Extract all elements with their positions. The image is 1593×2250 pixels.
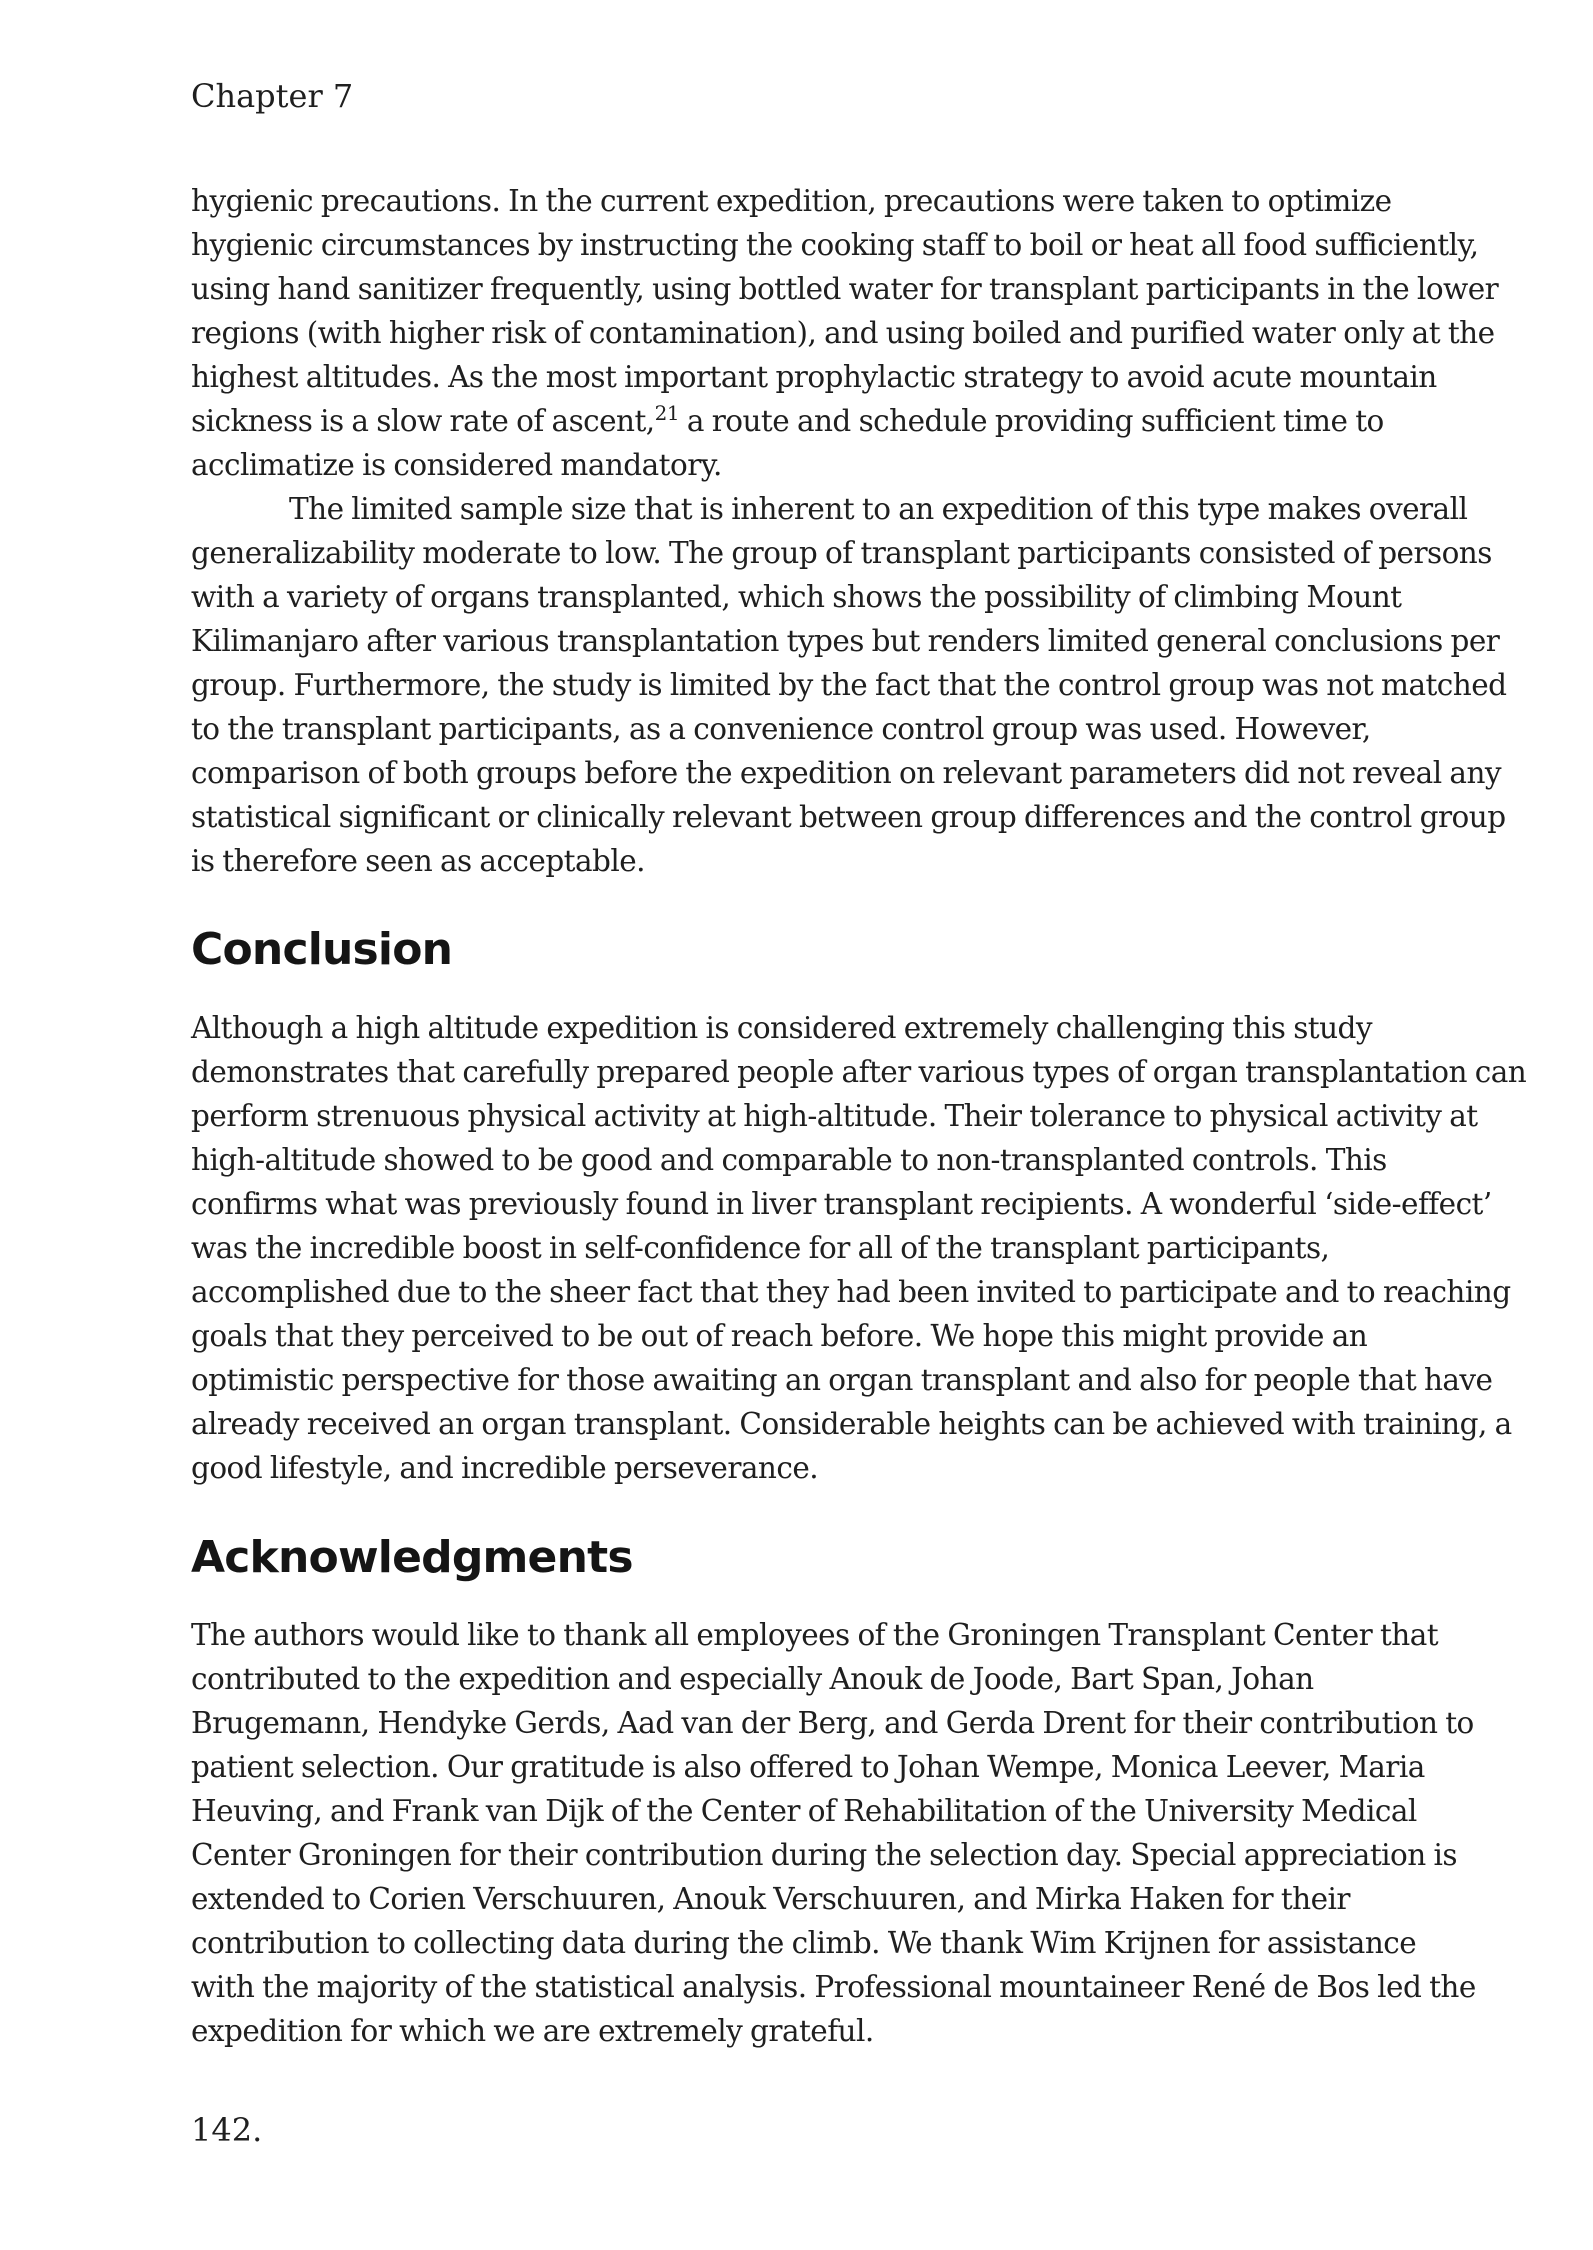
paragraph-line: is therefore seen as acceptable. [191,844,645,878]
paragraph-line: demonstrates that carefully prepared people after various types of organ transplantation can [191,1055,1527,1089]
paragraph-line: was the incredible boost in self-confidence for all of the transplant participants, [191,1231,1330,1265]
line-end: a route and schedule providing sufficient time to [686,404,1384,438]
citation-reference: 21 [654,401,679,425]
paragraph-line: high-altitude showed to be good and comparable to non-transplanted controls. This [191,1143,1387,1177]
line-start: sickness is a slow rate of ascent, [191,404,655,438]
paragraph-line: generalizability moderate to low. The group of transplant participants consisted of persons [191,536,1492,570]
paragraph-line: patient selection. Our gratitude is also offered to Johan Wempe, Monica Leever, Maria [191,1750,1425,1784]
paragraph-line: perform strenuous physical activity at high-altitude. Their tolerance to physical activity at [191,1099,1478,1133]
running-head: Chapter 7 [191,77,354,115]
paragraph-line: acclimatize is considered mandatory. [191,448,722,482]
paragraph-line: already received an organ transplant. Considerable heights can be achieved with training, a [191,1407,1512,1441]
paragraph-line: expedition for which we are extremely grateful. [191,2014,874,2048]
paragraph-line: hygienic circumstances by instructing the cooking staff to boil or heat all food sufficiently, [191,228,1479,262]
paragraph-line: statistical significant or clinically relevant between group differences and the control group [191,800,1506,834]
paragraph-line: confirms what was previously found in liver transplant recipients. A wonderful ‘side-effect’ [191,1187,1492,1221]
paragraph-line: The authors would like to thank all employees of the Groningen Transplant Center that [191,1618,1439,1652]
paragraph-line: goals that they perceived to be out of reach before. We hope this might provide an [191,1319,1368,1353]
paragraph-line: with the majority of the statistical analysis. Professional mountaineer René de Bos led the [191,1970,1476,2004]
paragraph-line: group. Furthermore, the study is limited by the fact that the control group was not matched [191,668,1507,702]
paragraph-line: using hand sanitizer frequently, using bottled water for transplant participants in the lower [191,272,1499,306]
paragraph-line: highest altitudes. As the most important prophylactic strategy to avoid acute mountain [191,360,1437,394]
acknowledgments-heading: Acknowledgments [191,1532,633,1583]
paragraph-line: to the transplant participants, as a convenience control group was used. However, [191,712,1371,746]
paragraph-line: Brugemann, Hendyke Gerds, Aad van der Berg, and Gerda Drent for their contribution to [191,1706,1474,1740]
paragraph-line: with a variety of organs transplanted, which shows the possibility of climbing Mount [191,580,1402,614]
paragraph-line: extended to Corien Verschuuren, Anouk Verschuuren, and Mirka Haken for their [191,1882,1350,1916]
paragraph-line: comparison of both groups before the expedition on relevant parameters did not reveal any [191,756,1502,790]
paragraph-line-with-citation [191,401,1384,441]
paragraph-line: good lifestyle, and incredible perseverance. [191,1451,819,1485]
conclusion-heading: Conclusion [191,924,453,975]
paragraph-line: The limited sample size that is inherent to an expedition of this type makes overall [289,492,1468,526]
paragraph-line: hygienic precautions. In the current expedition, precautions were taken to optimize [191,184,1392,218]
paragraph-line: Kilimanjaro after various transplantation types but renders limited general conclusions per [191,624,1500,658]
paragraph-line: regions (with higher risk of contamination), and using boiled and purified water only at the [191,316,1495,350]
paragraph-line: Heuving, and Frank van Dijk of the Center of Rehabilitation of the University Medical [191,1794,1417,1828]
paragraph-line: optimistic perspective for those awaiting an organ transplant and also for people that have [191,1363,1493,1397]
paragraph-line: contributed to the expedition and especially Anouk de Joode, Bart Span, Johan [191,1662,1314,1696]
paragraph-line: contribution to collecting data during the climb. We thank Wim Krijnen for assistance [191,1926,1417,1960]
page-number: 142. [191,2111,263,2149]
paragraph-line: Center Groningen for their contribution during the selection day. Special appreciation is [191,1838,1457,1872]
paragraph-line: Although a high altitude expedition is considered extremely challenging this study [191,1011,1372,1045]
paragraph-line: accomplished due to the sheer fact that they had been invited to participate and to reaching [191,1275,1511,1309]
